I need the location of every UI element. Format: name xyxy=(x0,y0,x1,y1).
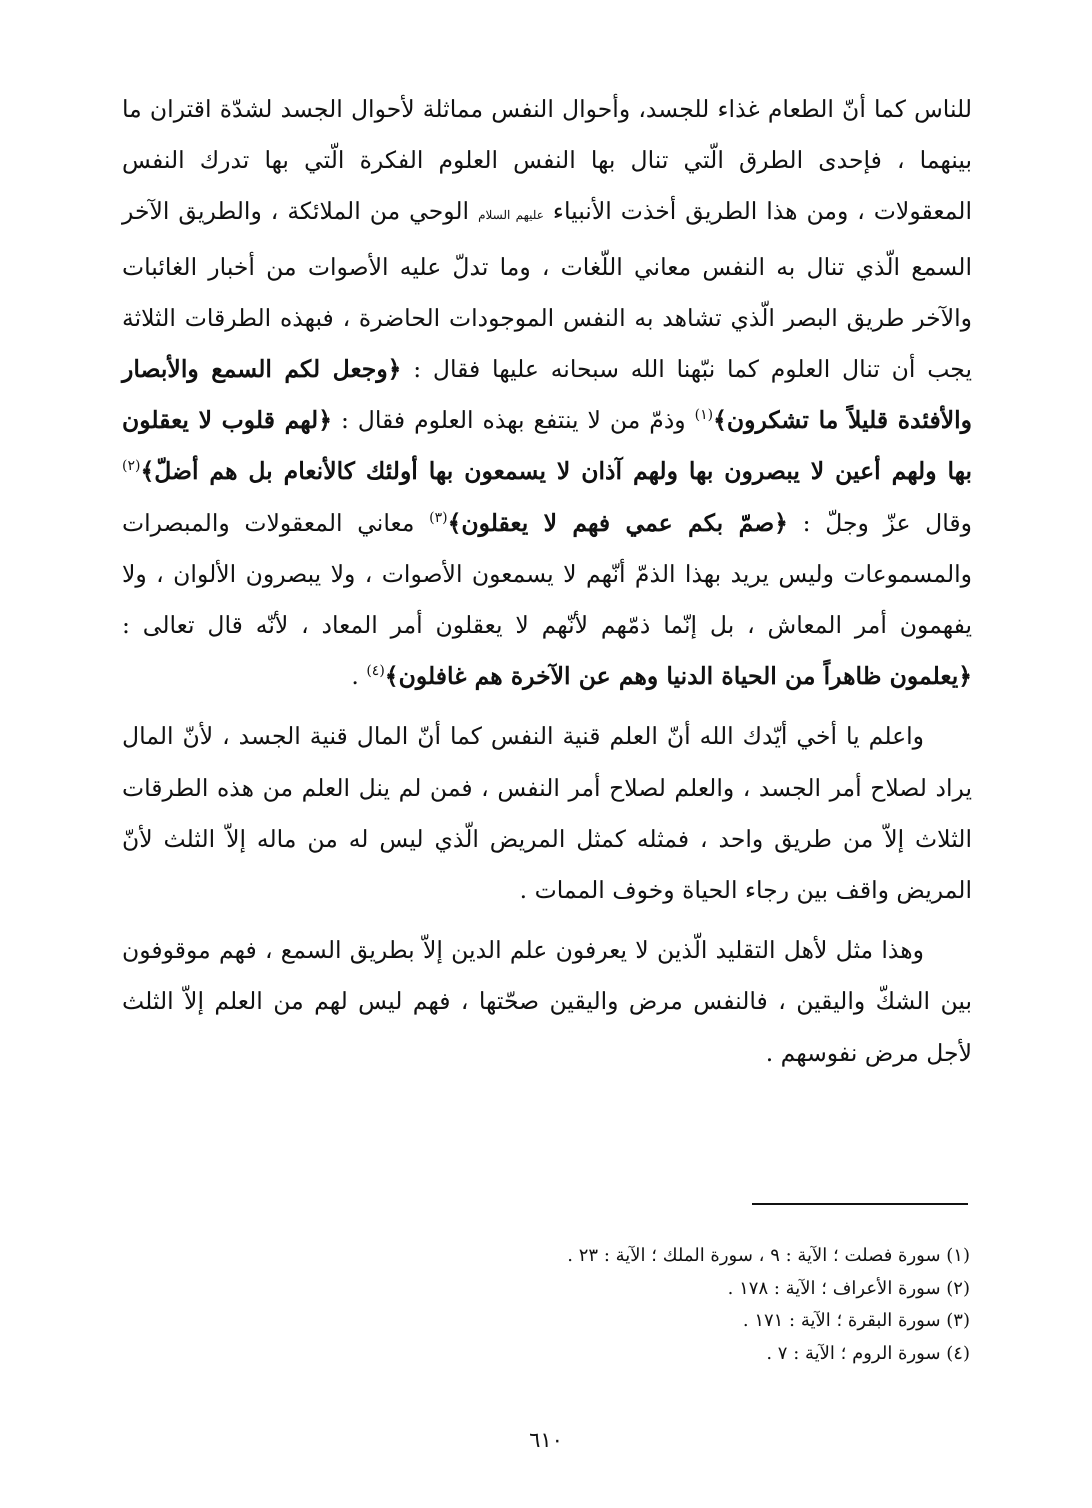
quran-quote-1: ﴿وجعل لكم السمع والأبصار والأفئدة قليلاً ما تشكرون﴾ xyxy=(122,355,972,435)
paragraph-1-text-b: الوحي من الملائكة ، والطريق الآخر السمع الّذي تنال به النفس معاني اللّغات ، وما تدلّ عليه الأصوات من أخبار الغائبات والآخر طريق البصر الّذي تشاهد به النفس الموجودات الحاضرة ، فبهذه الطرقات الثلاثة يجب أن تنال العلوم كما نبّهنا الله سبحانه عليها فقال : xyxy=(122,197,972,384)
paragraph-1-text-c: وذمّ من لا ينتفع بهذه العلوم فقال : xyxy=(340,406,686,435)
footnote-1: (١) سورة فصلت ؛ الآية : ٩ ، سورة الملك ؛ الآية : ٢٣ . xyxy=(567,1245,970,1266)
footnotes xyxy=(270,1240,970,1370)
page-number: ٦١٠ xyxy=(529,1428,563,1452)
main-text xyxy=(122,84,972,1079)
quran-quote-4: ﴿يعلمون ظاهراً من الحياة الدنيا وهم عن الآخرة هم غافلون﴾ xyxy=(384,662,972,691)
footnote-ref-1: (١) xyxy=(694,407,714,424)
footnote-ref-2: (٢) xyxy=(122,458,141,475)
paragraph-1 xyxy=(122,84,972,702)
paragraph-1-text-d: وقال عزّ وجلّ : xyxy=(802,508,972,537)
footnote-4: (٤) سورة الروم ؛ الآية : ٧ . xyxy=(766,1342,970,1364)
quran-quote-2: ﴿لهم قلوب لا يعقلون بها ولهم أعين لا يبصرون بها ولهم آذان لا يسمعون بها أولئك كالأنعام بل هم أضلّ﴾ xyxy=(122,406,972,486)
paragraph-2: واعلم يا أخي أيّدك الله أنّ العلم قنية النفس كما أنّ المال قنية الجسد ، لأنّ المال يراد لصلاح أمر الجسد ، والعلم لصلاح أمر النفس ، فمن لم ينل العلم من هذه الطرقات الثلاث إلاّ من طريق واحد ، فمثله كمثل المريض الّذي ليس له من ماله إلاّ الثلث لأنّ المريض واقف بين رجاء الحياة وخوف الممات . xyxy=(122,722,972,905)
footnote-ref-3: (٣) xyxy=(429,509,448,526)
paragraph-1-text-a: للناس كما أنّ الطعام غذاء للجسد، وأحوال النفس مماثلة لأحوال الجسد لشدّة اقتران ما بينهما ، فإحدى الطرق الّتي تنال بها النفس العلوم الفكرة الّتي بها تدرك النفس المعقولات ، ومن هذا الطريق أخذت الأنبياء xyxy=(122,95,972,226)
paragraph-1-text-f: . xyxy=(351,662,359,691)
paragraph-1-text-e: معاني المعقولات والمبصرات والمسموعات وليس يريد بهذا الذمّ أنّهم لا يسمعون الأصوات ، ولا يبصرون الألوان ، ولا يفهمون أمر المعاش ، بل إنّما ذمّهم لأنّهم لا يعقلون أمر المعاد ، لأنّه قال تعالى : xyxy=(122,508,972,640)
footnote-3: (٣) سورة البقرة ؛ الآية : ١٧١ . xyxy=(742,1310,970,1331)
footnote-ref-4: (٤) xyxy=(366,663,385,680)
quran-quote-3: ﴿صمّ بكم عمي فهم لا يعقلون﴾ xyxy=(447,508,788,537)
honorific-glyph: عليهم السلام xyxy=(478,208,544,223)
paragraph-3: وهذا مثل لأهل التقليد الّذين لا يعرفون علم الدين إلاّ بطريق السمع ، فهم موقوفون بين الشكّ واليقين ، فالنفس مرض واليقين صحّتها ، فهم ليس لهم من العلم إلاّ الثلث لأجل مرض نفوسهم . xyxy=(122,936,972,1067)
footnote-separator xyxy=(752,1203,968,1205)
footnote-2: (٢) سورة الأعراف ؛ الآية : ١٧٨ . xyxy=(727,1277,970,1299)
